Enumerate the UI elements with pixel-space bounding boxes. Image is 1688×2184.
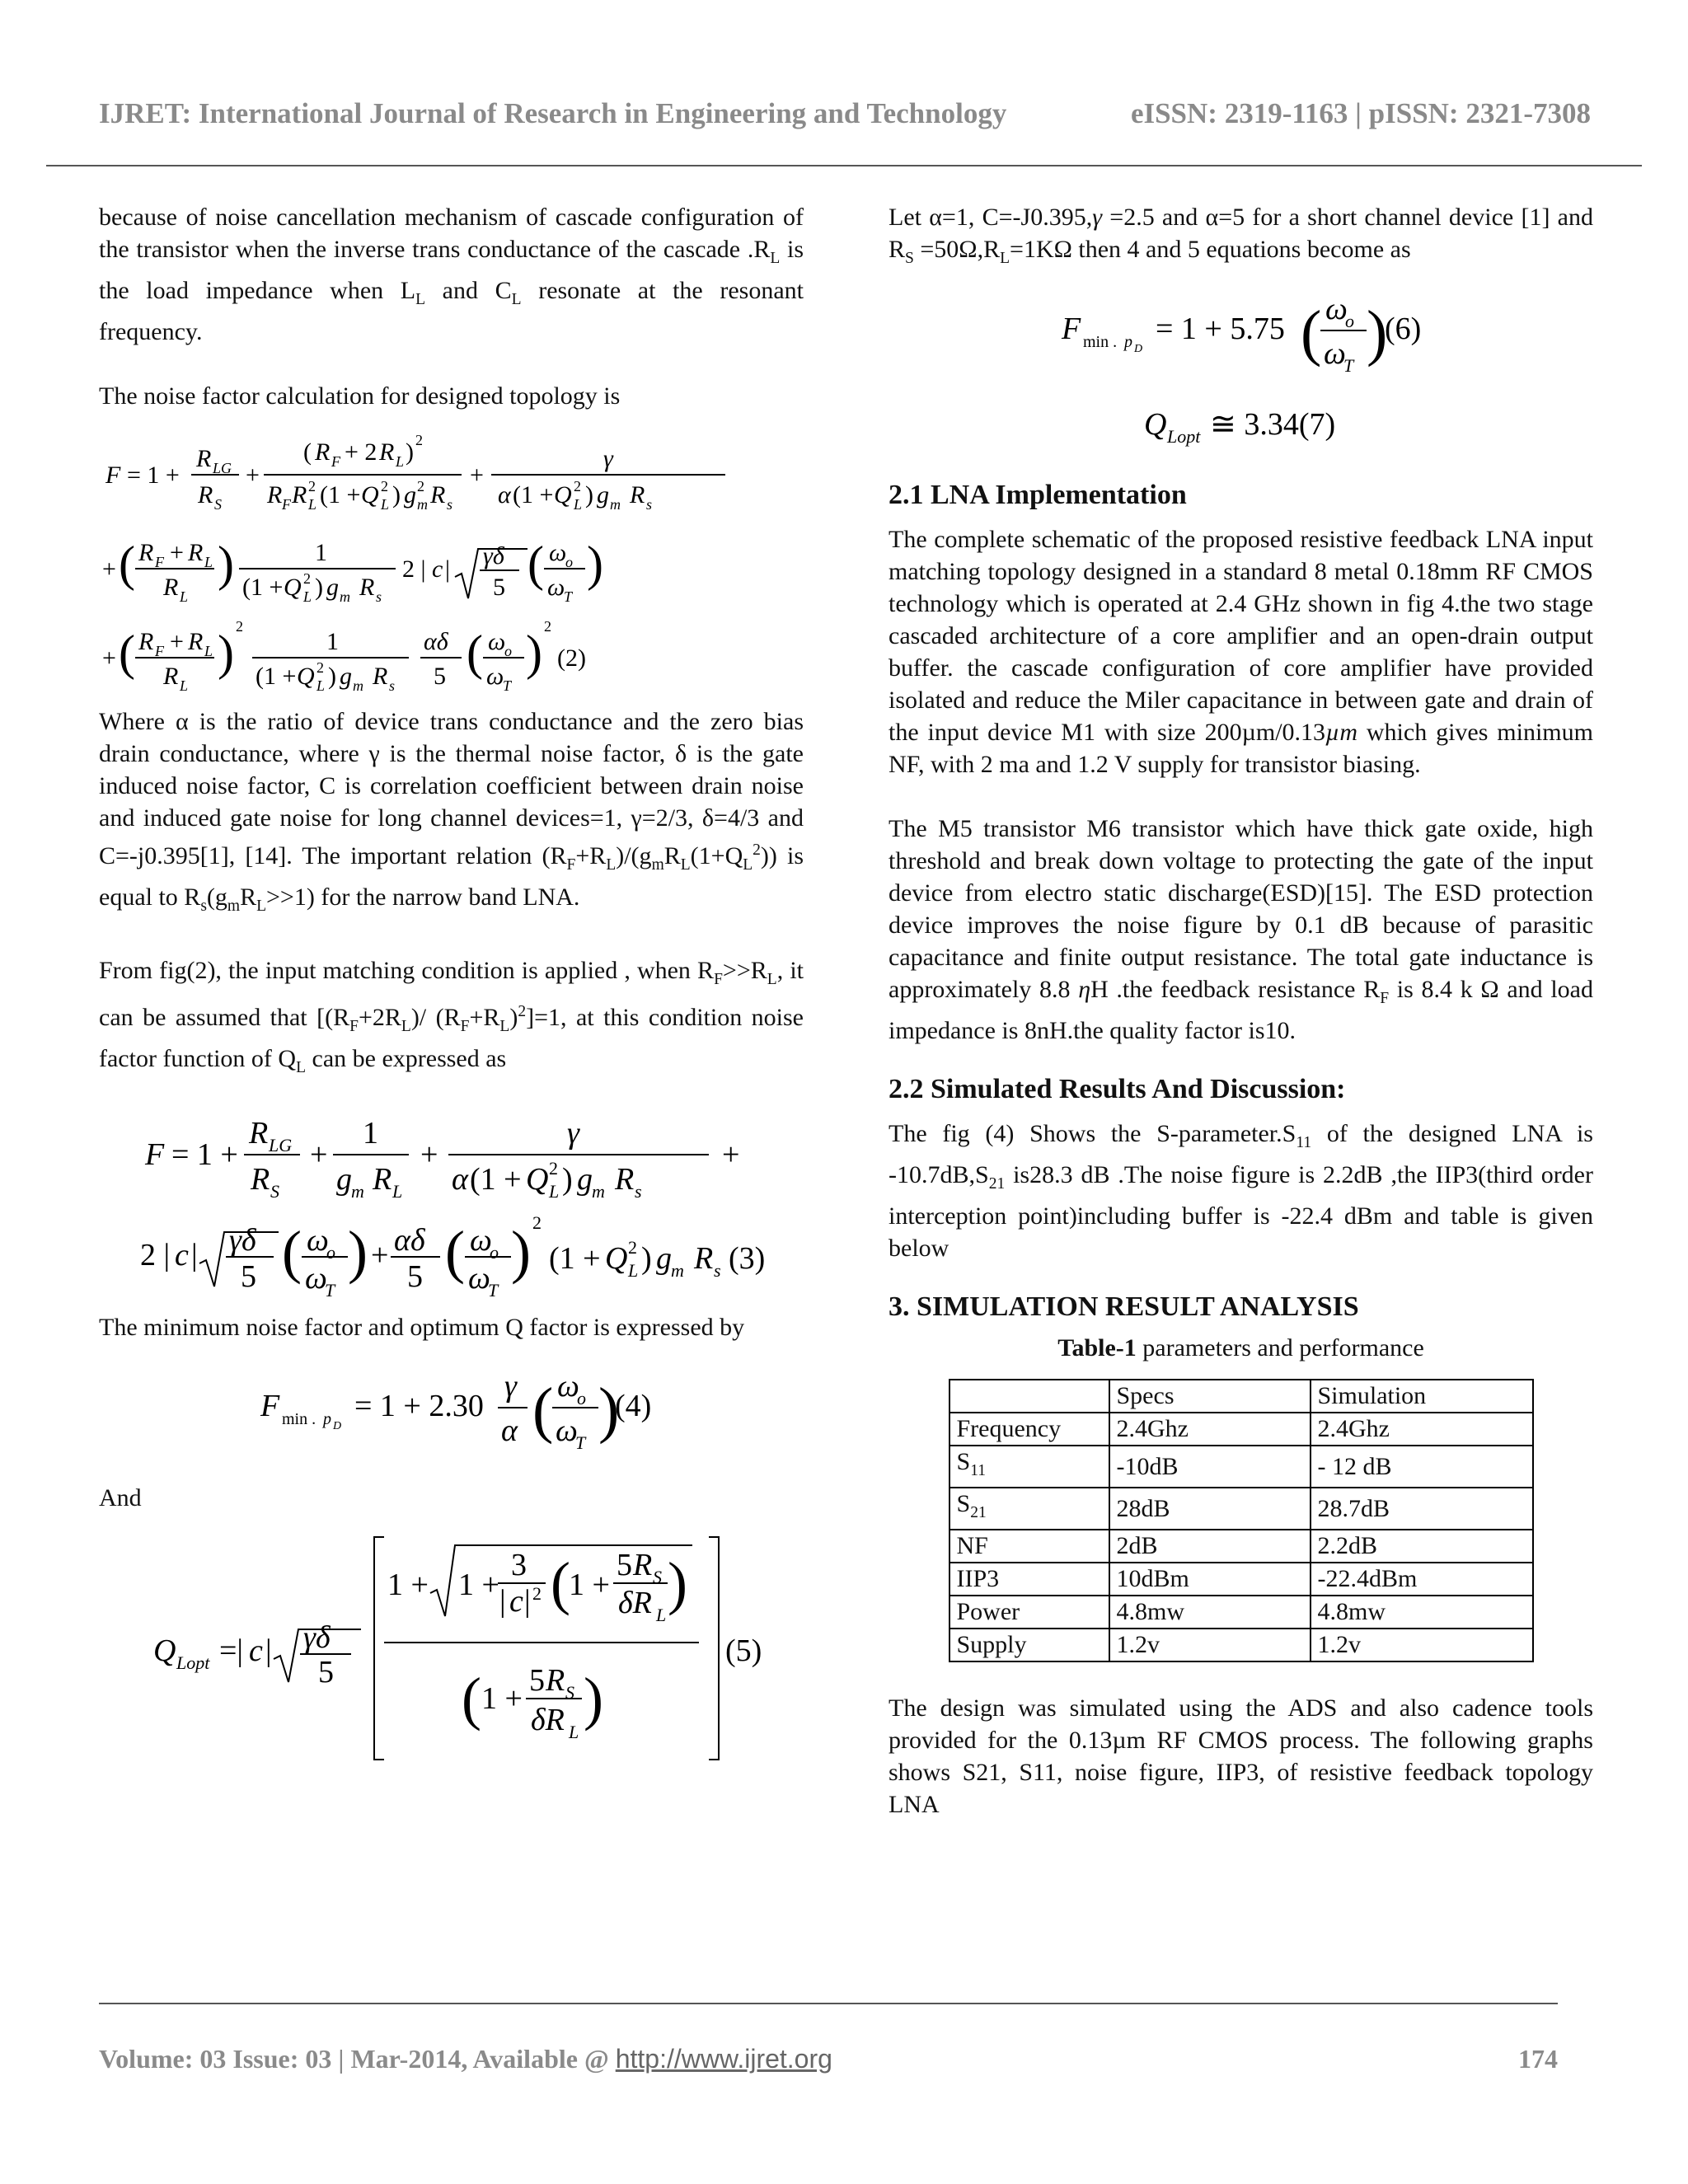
svg-text:ω: ω bbox=[547, 574, 565, 601]
table-row bbox=[950, 1629, 1533, 1661]
table-cell: $S_{11}$ bbox=[950, 1446, 1109, 1488]
svg-text:(: ( bbox=[532, 1376, 554, 1445]
svg-text:L: L bbox=[316, 677, 326, 694]
svg-text:): ) bbox=[315, 574, 323, 601]
svg-text:m: m bbox=[592, 1181, 605, 1202]
svg-text:(1 +: (1 + bbox=[242, 574, 284, 601]
svg-text:o: o bbox=[504, 643, 512, 659]
svg-text:R: R bbox=[430, 481, 446, 509]
svg-text:2: 2 bbox=[415, 432, 423, 448]
svg-text:2: 2 bbox=[303, 570, 311, 587]
svg-text:o: o bbox=[565, 554, 573, 570]
svg-text:o: o bbox=[577, 1388, 586, 1408]
equation-5 bbox=[99, 1521, 804, 1768]
svg-text:c: c bbox=[249, 1633, 263, 1668]
svg-text:L: L bbox=[396, 453, 405, 470]
table-cell: Power bbox=[950, 1596, 1109, 1629]
svg-text:5: 5 bbox=[493, 574, 505, 601]
svg-text:): ) bbox=[218, 537, 234, 591]
svg-text:≅ 3.34(7): ≅ 3.34(7) bbox=[1210, 407, 1336, 442]
table-cell: 10dBm bbox=[1109, 1563, 1311, 1596]
svg-text:(: ( bbox=[528, 537, 544, 591]
svg-text:T: T bbox=[1343, 355, 1354, 376]
svg-text:1 +: 1 + bbox=[387, 1568, 429, 1602]
svg-text:L: L bbox=[204, 643, 213, 659]
svg-text:(6): (6) bbox=[1385, 312, 1422, 346]
svg-text:F: F bbox=[106, 462, 121, 489]
svg-text:): ) bbox=[218, 626, 234, 680]
svg-text:s: s bbox=[646, 496, 653, 513]
svg-text:c: c bbox=[175, 1238, 189, 1272]
svg-text:ω: ω bbox=[470, 1223, 492, 1258]
svg-text:= 1 + 5.75: = 1 + 5.75 bbox=[1156, 312, 1285, 346]
paragraph: The design was simulated using the ADS and also cadence tools provided for the 0.13µm RF CMOS process. The following graphs shows S21, S11, noise figure, IIP3, of resistive feedback topology LNA bbox=[889, 1694, 1593, 1818]
equation-4 bbox=[99, 1350, 804, 1474]
svg-text:L: L bbox=[180, 588, 189, 605]
table-cell bbox=[950, 1380, 1109, 1413]
svg-text:+: + bbox=[102, 644, 116, 672]
svg-text:F: F bbox=[282, 496, 291, 513]
svg-text:2: 2 bbox=[417, 478, 424, 494]
section-heading: 2.2 Simulated Results And Discussion: bbox=[889, 1074, 1346, 1104]
svg-text:|: | bbox=[191, 1238, 198, 1272]
svg-text:+: + bbox=[722, 1137, 740, 1172]
svg-text:min .: min . bbox=[282, 1410, 316, 1428]
paragraph: The M5 transistor M6 transistor which have thick gate oxide, high threshold and break down voltage to protecting the gate of the input device from electro static discharge(ESD)[15]. The ESD protection device improves the noise figure by 0.1 dB because of parasitic capacitance and finite output resistance. The total gate inductance is approximately 8.8 ηH .the feedback resistance $R_F$ is 8.4 k Ω and load impedance is 8nH.the quality factor is10. bbox=[889, 815, 1593, 1044]
svg-text:2: 2 bbox=[544, 618, 551, 635]
svg-text:T: T bbox=[488, 1280, 499, 1301]
svg-text:Q: Q bbox=[284, 574, 302, 601]
table-row bbox=[950, 1446, 1533, 1488]
svg-text:+: + bbox=[170, 539, 184, 566]
svg-text:(: ( bbox=[462, 1666, 481, 1732]
svg-text:p: p bbox=[323, 1410, 331, 1428]
svg-text:c: c bbox=[432, 555, 443, 583]
svg-text:F: F bbox=[1062, 312, 1081, 346]
svg-text:g: g bbox=[340, 663, 352, 690]
svg-text:=|: =| bbox=[219, 1633, 244, 1668]
volume-info: Volume: 03 Issue: 03 | Mar-2014, Available @ bbox=[99, 2044, 616, 2074]
svg-text:R: R bbox=[546, 1663, 565, 1698]
svg-text:R: R bbox=[694, 1241, 714, 1276]
svg-text:R: R bbox=[138, 628, 154, 655]
svg-text:s: s bbox=[376, 588, 382, 605]
svg-text:L: L bbox=[204, 554, 213, 570]
svg-text:δR: δR bbox=[531, 1703, 565, 1737]
svg-text:L: L bbox=[392, 1181, 403, 1202]
svg-text:1: 1 bbox=[326, 628, 339, 655]
svg-text:L: L bbox=[569, 1722, 579, 1742]
svg-text:): ) bbox=[562, 1162, 573, 1197]
svg-text:1: 1 bbox=[315, 539, 327, 566]
svg-text:γδ: γδ bbox=[229, 1223, 256, 1258]
svg-text:S: S bbox=[214, 496, 222, 513]
table-cell: 2dB bbox=[1109, 1530, 1311, 1563]
table-row bbox=[950, 1488, 1533, 1530]
svg-text:1: 1 bbox=[363, 1116, 378, 1151]
svg-text:s: s bbox=[389, 677, 396, 694]
svg-text:): ) bbox=[511, 1219, 531, 1285]
table-cell: $S_{21}$ bbox=[950, 1488, 1109, 1530]
page-footer bbox=[99, 2044, 1558, 2074]
svg-text:Q: Q bbox=[297, 663, 315, 690]
svg-text:T: T bbox=[325, 1280, 335, 1301]
svg-text:3: 3 bbox=[511, 1548, 527, 1582]
svg-text:g: g bbox=[597, 481, 609, 509]
svg-text:S: S bbox=[653, 1567, 662, 1587]
svg-text:αδ: αδ bbox=[394, 1223, 425, 1258]
table-cell: 28.7dB bbox=[1311, 1488, 1533, 1530]
table-cell: IIP3 bbox=[950, 1563, 1109, 1596]
svg-text:Q: Q bbox=[526, 1162, 549, 1197]
section-heading: 3. SIMULATION RESULT ANALYSIS bbox=[889, 1291, 1359, 1322]
svg-text:γ: γ bbox=[603, 445, 613, 472]
table-caption: Table-1 parameters and performance bbox=[1057, 1334, 1424, 1361]
svg-text:R: R bbox=[188, 539, 204, 566]
svg-text:R: R bbox=[251, 1162, 270, 1197]
left-column bbox=[99, 201, 804, 1774]
svg-text:D: D bbox=[333, 1420, 342, 1432]
svg-text:(1 +: (1 + bbox=[470, 1162, 522, 1197]
table-row bbox=[950, 1530, 1533, 1563]
table-cell: Frequency bbox=[950, 1413, 1109, 1446]
svg-text:(3): (3) bbox=[729, 1241, 766, 1276]
table-cell: -10dB bbox=[1109, 1446, 1311, 1488]
svg-text:(: ( bbox=[119, 537, 135, 591]
footer-rule bbox=[99, 2003, 1558, 2004]
svg-text:L: L bbox=[656, 1605, 667, 1625]
svg-text:): ) bbox=[1367, 298, 1388, 368]
svg-text:g: g bbox=[404, 481, 416, 509]
svg-text:α: α bbox=[452, 1162, 468, 1197]
svg-text:L: L bbox=[308, 496, 317, 513]
table-header-row bbox=[950, 1380, 1533, 1413]
svg-text:2: 2 bbox=[574, 478, 581, 494]
svg-text:R: R bbox=[359, 574, 375, 601]
svg-text:γδ: γδ bbox=[483, 542, 504, 569]
svg-text:γ: γ bbox=[504, 1369, 517, 1404]
svg-text:g: g bbox=[336, 1162, 352, 1197]
svg-text:= 1 +: = 1 + bbox=[127, 462, 180, 489]
svg-text:1 +: 1 + bbox=[569, 1568, 610, 1602]
svg-text:α: α bbox=[501, 1413, 518, 1448]
table-cell: 1.2v bbox=[1109, 1629, 1311, 1661]
svg-text:F: F bbox=[331, 453, 340, 470]
right-column bbox=[889, 201, 1593, 1821]
svg-text:min .: min . bbox=[1083, 333, 1118, 351]
svg-text:δR: δR bbox=[618, 1586, 652, 1620]
svg-text:+ 2: + 2 bbox=[345, 438, 377, 466]
paragraph: The noise factor calculation for designed topology is bbox=[99, 382, 621, 410]
svg-text:ω: ω bbox=[307, 1223, 329, 1258]
svg-text:L: L bbox=[303, 588, 312, 605]
svg-text:): ) bbox=[668, 1550, 687, 1616]
svg-text:(: ( bbox=[551, 1550, 570, 1616]
svg-text:αδ: αδ bbox=[424, 628, 448, 655]
header-rule bbox=[46, 165, 1642, 166]
svg-text:): ) bbox=[392, 481, 401, 509]
svg-text:1 +: 1 + bbox=[458, 1568, 499, 1602]
svg-text:LG: LG bbox=[269, 1135, 293, 1155]
table-cell: 4.8mw bbox=[1109, 1596, 1311, 1629]
svg-text:+: + bbox=[420, 1137, 438, 1172]
svg-text:m: m bbox=[340, 588, 350, 605]
table-row bbox=[950, 1596, 1533, 1629]
svg-text:L: L bbox=[574, 496, 583, 513]
svg-text:m: m bbox=[417, 496, 428, 513]
svg-text:): ) bbox=[584, 1666, 603, 1732]
table-cell: 28dB bbox=[1109, 1488, 1311, 1530]
paragraph: The complete schematic of the proposed resistive feedback LNA input matching topology designed in a standard 8 metal 0.18mm RF CMOS technology which is operated at 2.4 GHz shown in fig 4.the two stage cascaded architecture of a core amplifier and an open-drain output buffer. the cascade configuration of core amplifier have provided isolated and reduce the Miler capacitance in between gate and drain of the input device M1 with size 200µm/0.13µm which gives minimum NF, with 2 ma and 1.2 V supply for transistor biasing. bbox=[889, 526, 1593, 778]
svg-text:ω: ω bbox=[549, 539, 567, 566]
section-heading: 2.1 LNA Implementation bbox=[889, 480, 1187, 510]
svg-text:m: m bbox=[351, 1181, 364, 1202]
gamma-symbol: γ bbox=[1092, 204, 1103, 231]
svg-text:): ) bbox=[585, 481, 593, 509]
svg-text:2: 2 bbox=[316, 659, 324, 676]
issn: eISSN: 2319-1163 | pISSN: 2321-7308 bbox=[1130, 97, 1591, 129]
journal-header bbox=[99, 97, 1591, 130]
equation-7 bbox=[889, 395, 1593, 452]
svg-text:γδ: γδ bbox=[303, 1620, 331, 1655]
svg-text:2 |: 2 | bbox=[402, 555, 426, 583]
svg-text:Q: Q bbox=[153, 1633, 176, 1668]
svg-text:R: R bbox=[163, 574, 179, 601]
svg-text:o: o bbox=[490, 1242, 499, 1263]
svg-text:m: m bbox=[353, 677, 363, 694]
svg-text:R: R bbox=[379, 438, 395, 466]
svg-text:γ: γ bbox=[567, 1116, 579, 1151]
table-cell: 2.4Ghz bbox=[1311, 1413, 1533, 1446]
svg-text:2: 2 bbox=[532, 1583, 542, 1604]
svg-text:o: o bbox=[1345, 311, 1354, 331]
paragraph: Let α=1, C=-J0.395,γ =2.5 and α=5 for a short channel device [1] and $R_S =50\Omega,R_L=1K\Omega$ then 4 and 5 equations become as bbox=[889, 204, 1593, 267]
svg-text:Q: Q bbox=[605, 1241, 628, 1276]
svg-text:): ) bbox=[587, 537, 603, 591]
svg-text:R: R bbox=[292, 481, 307, 509]
svg-text:S: S bbox=[565, 1682, 574, 1703]
svg-text:o: o bbox=[326, 1242, 335, 1263]
svg-text:F: F bbox=[155, 554, 164, 570]
svg-text:F: F bbox=[260, 1389, 280, 1423]
page-number: 174 bbox=[1518, 2044, 1558, 2074]
svg-text:(: ( bbox=[303, 438, 312, 466]
table-cell: Specs bbox=[1109, 1380, 1311, 1413]
svg-text:2: 2 bbox=[236, 618, 243, 635]
svg-text:+: + bbox=[371, 1238, 389, 1272]
svg-text:5: 5 bbox=[407, 1259, 423, 1294]
svg-text:T: T bbox=[503, 677, 512, 694]
journal-title: IJRET: International Journal of Research in Engineering and Technology bbox=[99, 97, 1007, 129]
paragraph: Where α is the ratio of device trans conductance and the zero bias drain conductance, where γ is the thermal noise factor, δ is the gate induced noise factor, C is correlation coefficient between drain noise and induced gate noise for long channel devices=1, γ=2/3, δ=4/3 and C=-j0.395[1], [14]. The important relation $(R_F+R_L)/(g_mR_L(1+Q_L^2))$ is equal to $R_s(g_mR_L>>1)$ for the narrow band LNA. bbox=[99, 708, 804, 915]
table-cell: NF bbox=[950, 1530, 1109, 1563]
svg-text:5: 5 bbox=[241, 1259, 256, 1294]
svg-text:s: s bbox=[635, 1181, 642, 1202]
svg-text:5: 5 bbox=[617, 1548, 632, 1582]
svg-text:ω: ω bbox=[556, 1413, 578, 1448]
table-cell: 2.2dB bbox=[1311, 1530, 1533, 1563]
table-cell: 2.4Ghz bbox=[1109, 1413, 1311, 1446]
svg-text:2: 2 bbox=[549, 1158, 558, 1179]
svg-text:R: R bbox=[373, 1162, 392, 1197]
svg-text:(1 +: (1 + bbox=[549, 1241, 601, 1276]
equation-6 bbox=[889, 281, 1593, 388]
table-cell: Simulation bbox=[1311, 1380, 1533, 1413]
svg-text:5: 5 bbox=[529, 1663, 545, 1698]
svg-text:m: m bbox=[610, 496, 621, 513]
svg-text:D: D bbox=[1134, 343, 1143, 355]
svg-text:R: R bbox=[315, 438, 331, 466]
svg-text:2: 2 bbox=[381, 478, 388, 494]
svg-text:1 +: 1 + bbox=[481, 1681, 523, 1716]
svg-text:LG: LG bbox=[213, 460, 232, 476]
results-table bbox=[949, 1379, 1534, 1662]
svg-text:): ) bbox=[598, 1376, 620, 1445]
svg-text:(: ( bbox=[467, 626, 483, 680]
svg-text:T: T bbox=[564, 588, 573, 605]
svg-text:Lopt: Lopt bbox=[176, 1652, 210, 1673]
equation-3 bbox=[99, 1090, 804, 1305]
svg-text:R: R bbox=[267, 481, 283, 509]
svg-text:|: | bbox=[499, 1584, 506, 1619]
svg-text:ω: ω bbox=[468, 1261, 490, 1296]
svg-text:R: R bbox=[630, 481, 645, 509]
svg-text:(2): (2) bbox=[557, 644, 586, 672]
svg-text:2: 2 bbox=[532, 1212, 542, 1233]
svg-text:ω: ω bbox=[305, 1261, 327, 1296]
equation-2 bbox=[99, 419, 804, 699]
svg-text:ω: ω bbox=[1325, 292, 1348, 326]
svg-text:p: p bbox=[1124, 333, 1132, 351]
svg-text:ω: ω bbox=[488, 628, 506, 655]
journal-link[interactable]: http://www.ijret.org bbox=[615, 2044, 832, 2074]
svg-text:R: R bbox=[615, 1162, 635, 1197]
table-cell: -22.4dBm bbox=[1311, 1563, 1533, 1596]
svg-text:s: s bbox=[714, 1260, 721, 1281]
svg-text:Q: Q bbox=[361, 481, 379, 509]
svg-text:R: R bbox=[633, 1548, 653, 1582]
svg-text:m: m bbox=[671, 1260, 684, 1281]
svg-text:R: R bbox=[198, 481, 213, 509]
svg-text:Lopt: Lopt bbox=[1167, 426, 1201, 447]
svg-text:|: | bbox=[265, 1633, 272, 1668]
svg-text:= 1 + 2.30: = 1 + 2.30 bbox=[354, 1389, 484, 1423]
svg-text:c: c bbox=[509, 1584, 523, 1619]
svg-text:(: ( bbox=[119, 626, 135, 680]
table-row bbox=[950, 1563, 1533, 1596]
paragraph: The minimum noise factor and optimum Q factor is expressed by bbox=[99, 1314, 745, 1341]
svg-text:ω: ω bbox=[1324, 336, 1346, 371]
svg-text:R: R bbox=[163, 663, 179, 690]
svg-text:+: + bbox=[246, 462, 260, 489]
svg-text:): ) bbox=[348, 1219, 368, 1285]
table-cell: 4.8mw bbox=[1311, 1596, 1533, 1629]
svg-text:2: 2 bbox=[308, 478, 316, 494]
svg-text:L: L bbox=[628, 1260, 639, 1281]
svg-text:+: + bbox=[310, 1137, 328, 1172]
svg-text:(: ( bbox=[445, 1219, 465, 1285]
svg-text:+: + bbox=[170, 628, 184, 655]
svg-text:(5): (5) bbox=[725, 1633, 762, 1668]
svg-text:s: s bbox=[447, 496, 453, 513]
svg-text:(1 +: (1 + bbox=[320, 481, 361, 509]
svg-text:): ) bbox=[406, 438, 414, 466]
svg-text:ω: ω bbox=[557, 1369, 579, 1404]
svg-text:): ) bbox=[328, 663, 336, 690]
svg-text:(: ( bbox=[1301, 298, 1322, 368]
svg-text:R: R bbox=[373, 663, 388, 690]
svg-text:5: 5 bbox=[434, 663, 446, 690]
svg-text:): ) bbox=[526, 626, 542, 680]
svg-text:g: g bbox=[326, 574, 339, 601]
svg-text:|: | bbox=[524, 1584, 531, 1619]
table-row bbox=[950, 1413, 1533, 1446]
svg-text:R: R bbox=[249, 1116, 269, 1151]
svg-text:S: S bbox=[270, 1181, 279, 1202]
svg-text:L: L bbox=[549, 1181, 560, 1202]
svg-text:R: R bbox=[138, 539, 154, 566]
svg-text:= 1 +: = 1 + bbox=[171, 1137, 238, 1172]
svg-text:Q: Q bbox=[1144, 407, 1167, 442]
svg-text:+: + bbox=[102, 555, 116, 583]
svg-text:Q: Q bbox=[554, 481, 572, 509]
svg-text:(: ( bbox=[282, 1219, 302, 1285]
svg-text:(4): (4) bbox=[615, 1389, 652, 1423]
svg-text:2 |: 2 | bbox=[140, 1238, 171, 1272]
svg-text:(1 +: (1 + bbox=[513, 481, 554, 509]
svg-text:F: F bbox=[145, 1137, 165, 1172]
svg-text:g: g bbox=[656, 1241, 672, 1276]
svg-text:g: g bbox=[577, 1162, 593, 1197]
table-cell: Supply bbox=[950, 1629, 1109, 1661]
svg-text:R: R bbox=[196, 445, 212, 472]
svg-text:F: F bbox=[155, 643, 164, 659]
svg-text:R: R bbox=[188, 628, 204, 655]
svg-text:|: | bbox=[445, 555, 451, 583]
table-cell: - 12 dB bbox=[1311, 1446, 1533, 1488]
paragraph: because of noise cancellation mechanism of cascade configuration of the transistor when the inverse trans conductance of the cascade $.R_L$ is the load impedance when $L_L$ and $C_L$ resonate at the resonant frequency. bbox=[99, 204, 804, 345]
svg-text:): ) bbox=[641, 1241, 652, 1276]
paragraph: The fig (4) Shows the $S-parameter.S_{11}$ of the designed LNA is $-10.7dB,S_{21}$ is28.3 dB .The noise figure is 2.2dB ,the IIP3(third order interception point)including buffer is -22.4 dBm and table is given below bbox=[889, 1120, 1593, 1262]
svg-text:+: + bbox=[470, 462, 484, 489]
svg-text:α: α bbox=[498, 481, 511, 509]
svg-text:L: L bbox=[180, 677, 189, 694]
svg-text:L: L bbox=[381, 496, 390, 513]
paragraph: From fig(2), the input matching condition is applied , when $R_F>>R_L$, it can be assumed that [$(R_F+2R_L)/$ $(R_F+R_L)^2]=1$, at this condition noise factor function of $Q_L$ can be expressed as bbox=[99, 957, 804, 1076]
svg-text:ω: ω bbox=[486, 663, 504, 690]
svg-text:(1 +: (1 + bbox=[256, 663, 297, 690]
svg-text:5: 5 bbox=[318, 1655, 334, 1690]
svg-text:2: 2 bbox=[628, 1237, 637, 1258]
paragraph: And bbox=[99, 1484, 142, 1511]
svg-text:T: T bbox=[575, 1432, 586, 1453]
table-cell: 1.2v bbox=[1311, 1629, 1533, 1661]
